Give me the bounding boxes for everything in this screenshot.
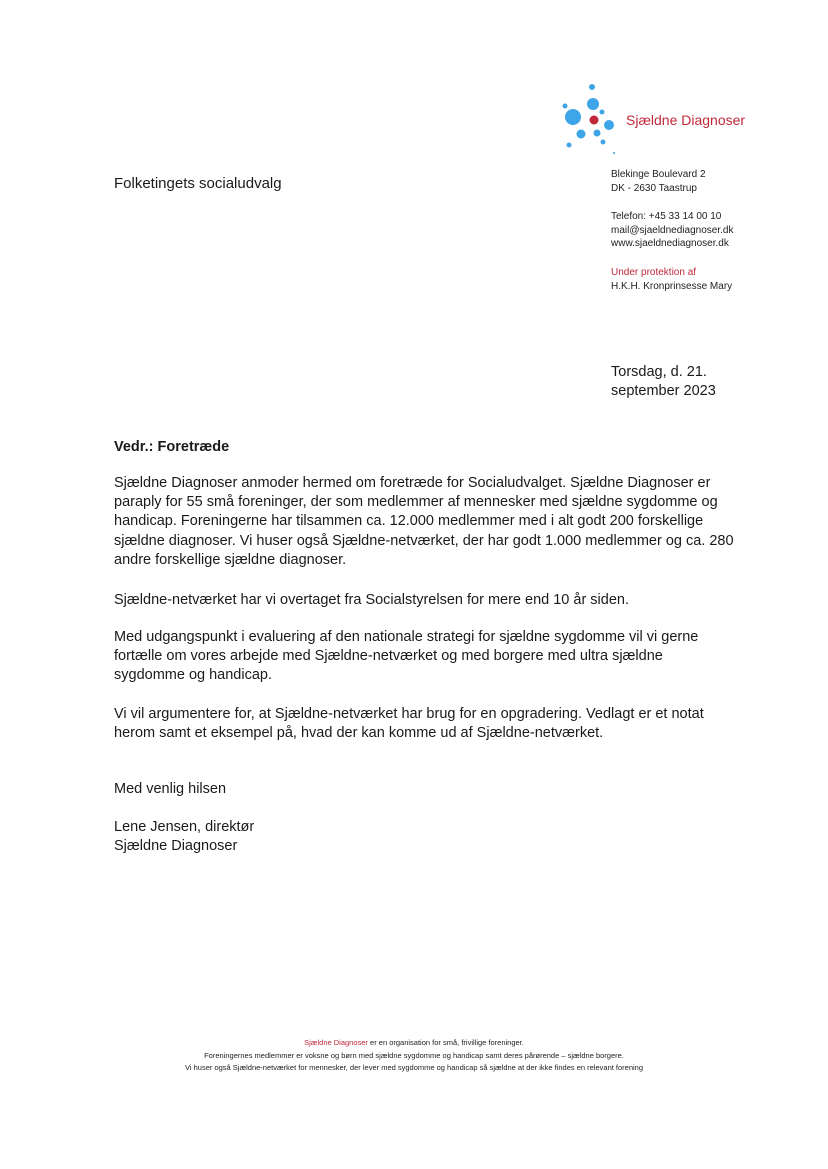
paragraph-3: [114, 628, 698, 686]
footer: [0, 1037, 828, 1075]
date-line: Torsdag, d. 21.: [611, 364, 707, 380]
footer-text: Vi huser også Sjældne-netværket for mennesker, der lever med sygdomme og handicap så sjældne at der ikke findes en relevant forening: [184, 1063, 644, 1072]
letter-date: [611, 363, 716, 401]
text-line: Med udgangspunkt i evaluering af den nationale strategi for sjældne sygdomme vil vi gerne: [114, 629, 699, 645]
paragraph-2: [114, 591, 629, 610]
subject: Vedr.: Foretræde: [114, 439, 230, 455]
text-line: herom samt et eksempel på, hvad der kan komme ud af Sjældne-netværket.: [114, 725, 604, 742]
signer-name: Lene Jensen, direktør: [114, 819, 255, 835]
text-line: andre forskellige sjældne diagnoser.: [114, 551, 347, 568]
signer-org: Sjældne Diagnoser: [114, 838, 238, 855]
text-line: Sjældne-netværket har vi overtaget fra Socialstyrelsen for mere end 10 år siden.: [114, 592, 629, 608]
address-line: DK - 2630 Taastrup: [611, 182, 697, 194]
phone: Telefon: +45 33 14 00 10: [611, 211, 722, 222]
patron: [611, 266, 732, 293]
text-line: fortælle om vores arbejde med Sjældne-netværket og med borgere med ultra sjældne: [114, 648, 663, 665]
text-line: sjældne diagnoser. Vi huser også Sjældne-netværket, der har godt 1.000 medlemmer og ca. 280: [114, 532, 734, 549]
patron-label: Under protektion af: [611, 267, 697, 278]
text-line: sygdomme og handicap.: [114, 667, 272, 684]
text-line: Vi vil argumentere for, at Sjældne-netværket har brug for en opgradering. Vedlagt er et notat: [114, 706, 704, 722]
date-line: september 2023: [611, 383, 716, 399]
patron-name: H.K.H. Kronprinsesse Mary: [611, 280, 733, 292]
sender-address: [611, 168, 706, 195]
footer-text: Foreningernes medlemmer er voksne og børn med sjældne sygdomme og handicap samt deres pårørende – sjældne borgere.: [204, 1050, 624, 1060]
recipient: Folketingets socialudvalg: [114, 175, 282, 192]
footer-org: Sjældne Diagnoser: [304, 1038, 368, 1047]
footer-text: er en organisation for små, frivillige foreninger.: [367, 1038, 524, 1047]
text-line: Sjældne Diagnoser anmoder hermed om foretræde for Socialudvalget. Sjældne Diagnoser er: [114, 475, 711, 491]
paragraph-4: [114, 705, 704, 743]
sender-contact: [611, 210, 733, 251]
paragraph-1: [114, 474, 734, 570]
email-link[interactable]: mail@sjaeldnediagnoser.dk: [611, 224, 734, 236]
signature: [114, 818, 254, 856]
logo-text: Sjældne Diagnoser: [626, 112, 746, 128]
closing: Med venlig hilsen: [114, 781, 227, 797]
text-line: paraply for 55 små foreninger, der som medlemmer af mennesker med sjældne sygdomme og: [114, 494, 718, 511]
website-link[interactable]: www.sjaeldnediagnoser.dk: [611, 238, 729, 249]
address-line: Blekinge Boulevard 2: [611, 169, 706, 180]
text-line: handicap. Foreningerne har tilsammen ca. 12.000 medlemmer med i alt godt 200 forskellige: [114, 513, 704, 530]
